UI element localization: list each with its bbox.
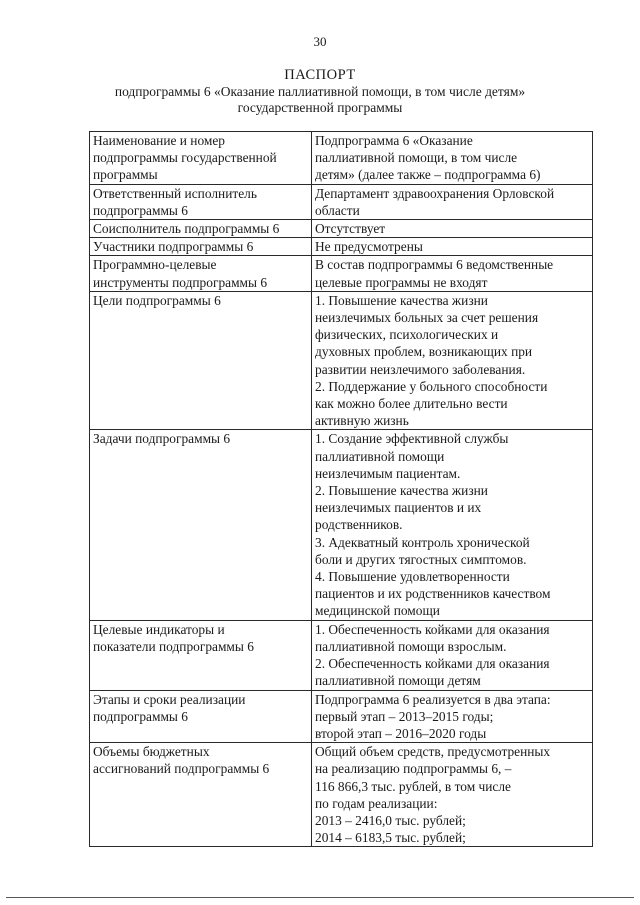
row-label-line: инструменты подпрограммы 6 — [93, 274, 268, 290]
row-value-line: 2. Поддержание у больного способности — [315, 378, 548, 394]
row-value-cell — [312, 256, 593, 291]
row-value-line: паллиативной помощи — [315, 448, 445, 464]
row-label-line: Участники подпрограммы 6 — [93, 239, 254, 255]
title-subprogram-line: подпрограммы 6 «Оказание паллиативной помощи, в том числе детям» — [114, 84, 526, 99]
passport-table — [89, 131, 593, 847]
row-label-line: Объемы бюджетных — [93, 744, 210, 760]
title-program-line: государственной программы — [237, 100, 403, 115]
table-row — [90, 430, 593, 620]
row-value-line: паллиативной помощи, в том числе — [315, 150, 518, 166]
row-label-cell — [90, 620, 312, 690]
row-value-line: 116 866,3 тыс. рублей, в том числе — [315, 778, 511, 794]
row-label-cell — [90, 291, 312, 430]
row-value-cell — [312, 184, 593, 219]
row-value-line: медицинской помощи — [315, 603, 440, 619]
row-value-line: целевые программы не входят — [315, 274, 488, 290]
row-value-cell — [312, 430, 593, 620]
row-value-line: паллиативной помощи взрослым. — [315, 638, 507, 654]
row-value-line: второй этап – 2016–2020 годы — [315, 725, 487, 741]
row-value-line: 1. Обеспеченность койками для оказания — [315, 621, 550, 637]
row-value-line: 4. Повышение удовлетворенности — [315, 569, 510, 585]
row-value-line: пациентов и их родственников качеством — [315, 586, 551, 602]
table-row — [90, 238, 593, 256]
row-value-cell — [312, 743, 593, 847]
title-block — [0, 66, 640, 116]
row-value-cell — [312, 238, 593, 256]
table-row — [90, 291, 593, 430]
document-title: ПАСПОРТ — [284, 67, 356, 83]
row-value-line: Не предусмотрены — [315, 239, 423, 255]
table-row — [90, 256, 593, 291]
row-value-line: 3. Адекватный контроль хронической — [315, 534, 530, 550]
row-value-line: Департамент здравоохранения Орловской — [315, 185, 555, 201]
row-label-line: Соисполнитель подпрограммы 6 — [93, 221, 280, 237]
row-label-line: программы — [93, 167, 158, 183]
row-label-cell — [90, 238, 312, 256]
row-value-line: Подпрограмма 6 реализуется в два этапа: — [315, 691, 551, 707]
row-label-line: Задачи подпрограммы 6 — [93, 431, 231, 447]
row-value-line: 2. Обеспеченность койками для оказания — [315, 656, 550, 672]
row-value-line: духовных проблем, возникающих при — [315, 344, 533, 360]
row-value-line: 1. Повышение качества жизни — [315, 292, 488, 308]
table-row — [90, 220, 593, 238]
table-row — [90, 620, 593, 690]
row-label-cell — [90, 430, 312, 620]
row-value-line: Подпрограмма 6 «Оказание — [315, 133, 473, 148]
row-value-line: на реализацию подпрограммы 6, – — [315, 761, 512, 777]
row-label-line: показатели подпрограммы 6 — [93, 638, 254, 654]
table-row — [90, 690, 593, 743]
row-value-line: 2013 – 2416,0 тыс. рублей; — [315, 812, 466, 828]
row-label-cell — [90, 132, 312, 185]
row-label-line: подпрограммы 6 — [93, 202, 188, 218]
row-value-line: физических, психологических и — [315, 327, 499, 343]
row-value-line: первый этап – 2013–2015 годы; — [315, 708, 494, 724]
row-value-line: В состав подпрограммы 6 ведомственные — [315, 257, 554, 273]
row-value-cell — [312, 690, 593, 743]
row-label-line: Программно-целевые — [93, 257, 217, 273]
row-value-line: по годам реализации: — [315, 795, 438, 811]
row-value-line: детям» (далее также – подпрограмма 6) — [315, 167, 541, 183]
row-label-cell — [90, 184, 312, 219]
row-value-line: как можно более длительно вести — [315, 396, 508, 412]
row-value-line: Отсутствует — [315, 221, 386, 237]
row-value-line: активную жизнь — [315, 413, 409, 429]
row-value-line: неизлечимых пациентов и их — [315, 500, 482, 516]
table-row — [90, 743, 593, 847]
row-label-cell — [90, 690, 312, 743]
row-value-cell — [312, 220, 593, 238]
page-number: 30 — [313, 34, 327, 49]
row-value-line: неизлечимых больных за счет решения — [315, 310, 539, 326]
row-value-line: родственников. — [315, 517, 403, 533]
row-value-line: паллиативной помощи детям — [315, 673, 481, 689]
row-label-line: Этапы и сроки реализации — [93, 691, 246, 707]
row-value-cell — [312, 132, 593, 185]
row-label-line: Наименование и номер — [93, 133, 226, 148]
row-label-line: Ответственный исполнитель — [93, 185, 257, 201]
row-label-cell — [90, 256, 312, 291]
row-label-line: подпрограммы 6 — [93, 708, 188, 724]
row-label-line: Цели подпрограммы 6 — [93, 292, 221, 308]
row-value-line: боли и других тягостных симптомов. — [315, 551, 527, 567]
row-label-cell — [90, 743, 312, 847]
row-value-line: развитии неизлечимого заболевания. — [315, 361, 526, 377]
row-value-cell — [312, 291, 593, 430]
row-value-line: неизлечимым пациентам. — [315, 465, 461, 481]
row-value-line: 2. Повышение качества жизни — [315, 483, 488, 499]
table-row — [90, 132, 593, 185]
row-value-cell — [312, 620, 593, 690]
row-label-line: подпрограммы государственной — [93, 150, 277, 166]
bottom-rule — [6, 897, 634, 898]
table-row — [90, 184, 593, 219]
row-value-line: 2014 – 6183,5 тыс. рублей; — [315, 830, 466, 846]
row-value-line: Общий объем средств, предусмотренных — [315, 744, 551, 760]
row-value-line: 1. Создание эффективной службы — [315, 431, 509, 447]
row-label-cell — [90, 220, 312, 238]
row-label-line: Целевые индикаторы и — [93, 621, 225, 637]
row-label-line: ассигнований подпрограммы 6 — [93, 761, 270, 777]
row-value-line: области — [315, 202, 360, 218]
